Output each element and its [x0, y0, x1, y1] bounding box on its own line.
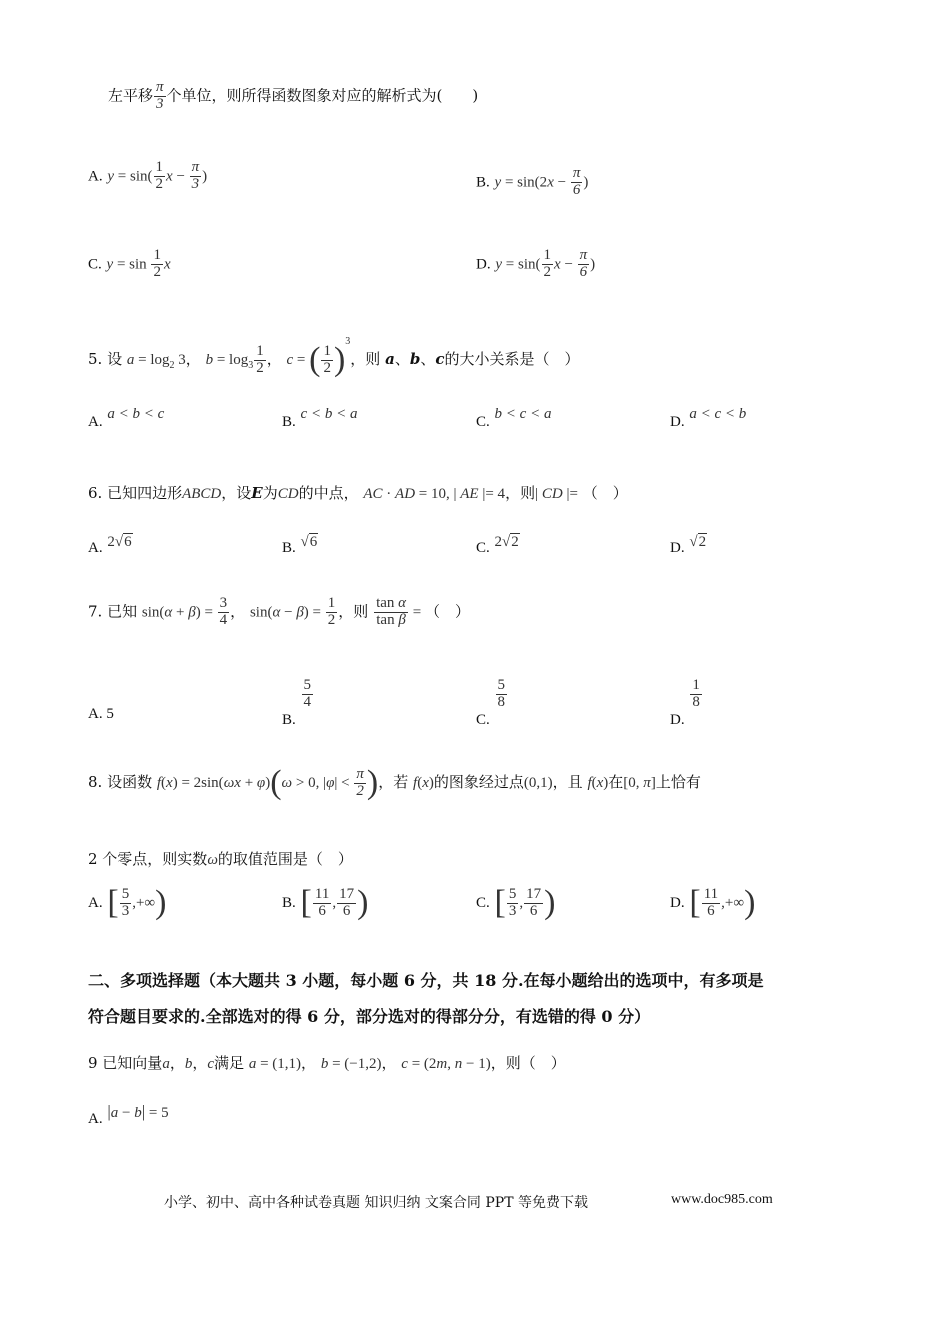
d1: 3: [508, 902, 517, 919]
option-label: B.: [282, 895, 296, 911]
n1: 11: [314, 885, 330, 902]
q9-t6: ，: [381, 1054, 397, 1072]
q7-option-b[interactable]: [282, 677, 314, 729]
q4-option-b[interactable]: B. y = sin(2x − $\frac{\pi}{6}$ ): [476, 165, 589, 198]
var-a: a: [385, 350, 395, 368]
option-label: C.: [88, 256, 102, 273]
bracket-open: [: [300, 884, 312, 921]
footer-text: 小学、初中、高中各种试卷真题 知识归纳 文案合同 PPT 等免费下载: [164, 1195, 588, 1211]
q4-tail: [108, 80, 478, 113]
n1: 11: [703, 885, 719, 902]
num: 1: [692, 677, 700, 693]
q7-option-a[interactable]: [88, 704, 114, 723]
radicand: 2: [511, 534, 519, 550]
q8-option-b[interactable]: B. [ $\frac{11}{6}$ , $\frac{17}{6}$ ): [282, 884, 369, 921]
option-label: A.: [88, 540, 103, 556]
q9-t7: ，则（ ）: [490, 1054, 566, 1072]
q6-option-d[interactable]: D. √2: [670, 534, 707, 556]
q5-end: ，则: [350, 350, 381, 368]
den: 8: [692, 693, 700, 710]
option-label: A. 5: [88, 706, 114, 722]
q9-t4: 满足: [214, 1054, 245, 1072]
q6-option-a[interactable]: A. 2√6: [88, 534, 132, 556]
option-label: C.: [476, 414, 490, 430]
q6-t4: 的中点，: [298, 484, 359, 502]
q7-t1: 7. 已知: [88, 602, 138, 621]
q7-option-c[interactable]: [476, 677, 508, 729]
section-2-heading-line1: 二、多项选择题（本大题共 3 小题，每小题 6 分，共 18 分.在每小题给出的选项中，有多项是: [88, 971, 764, 990]
option-label: D.: [670, 540, 685, 556]
bracket-close: ): [357, 884, 369, 921]
q6-t5: ，则: [505, 484, 536, 502]
coef: 2: [107, 534, 115, 550]
q9-t2: ，: [169, 1054, 185, 1072]
q9-t5: ，: [301, 1054, 317, 1072]
option-label: B.: [476, 174, 490, 191]
bracket-close: ): [744, 884, 756, 921]
q7-t2: ，: [230, 602, 246, 621]
q8-t4: ，且: [552, 773, 583, 791]
q5-tail: 的大小关系是（ ）: [444, 350, 580, 368]
q6-t1: 6. 已知四边形: [88, 484, 183, 502]
q4-suffix: 个单位，则所得函数图象对应的解析式为( ): [166, 86, 479, 105]
dun: 、: [420, 350, 436, 368]
d2: 6: [529, 902, 538, 919]
q6-t2: ，设: [221, 484, 252, 502]
q5-option-b[interactable]: [282, 406, 358, 431]
question-7: 7. 已知 sin(α + β) = $\frac{3}{4}$ ， sin(α − β) = $\frac{1}{2}$ ，则 $\frac{\text{tan α}}{\text{tan β}}$ = （ ）: [88, 595, 470, 628]
sep: ，: [266, 350, 282, 368]
option-label: D.: [670, 712, 685, 729]
frac-den: 3: [156, 95, 164, 112]
d1: 3: [121, 902, 130, 919]
var-c: c: [435, 350, 445, 368]
q8-option-c[interactable]: C. [ $\frac{5}{3}$ , $\frac{17}{6}$ ): [476, 884, 556, 921]
q7-option-d[interactable]: [670, 677, 703, 729]
option-label: A.: [88, 895, 103, 911]
option-label: C.: [476, 895, 490, 911]
q7-t3: ，则: [338, 602, 369, 621]
q6-option-b[interactable]: B. √6: [282, 534, 318, 556]
frac-num: π: [156, 79, 164, 95]
dun: 、: [394, 350, 410, 368]
q5-option-d[interactable]: [670, 406, 747, 431]
q5-option-a[interactable]: [88, 406, 165, 431]
n1: 5: [508, 885, 517, 902]
q8-t5: 在: [608, 773, 624, 791]
q4-option-c[interactable]: C. y = sin $\frac{1}{2}$ x: [88, 247, 171, 280]
q8-t3: 的图象经过点: [433, 773, 524, 791]
d1: 6: [318, 902, 326, 919]
tail: ,+∞: [721, 895, 745, 911]
option-label: D.: [670, 895, 685, 911]
q8-line2a: 2 个零点，则实数: [88, 850, 208, 868]
radicand: 6: [124, 534, 132, 550]
q6-t3: 为: [262, 484, 278, 502]
n2: 17: [526, 885, 542, 902]
q8-t6: 上恰有: [655, 773, 701, 791]
bracket-open: [: [107, 884, 119, 921]
q4-option-d[interactable]: D. y = sin( $\frac{1}{2}$ x − $\frac{\pi}{6}$ ): [476, 247, 596, 280]
q9-option-a[interactable]: A. |a − b| = 5: [88, 1102, 169, 1127]
option-expr: b < c < a: [494, 406, 552, 422]
coef: 2: [494, 534, 503, 550]
option-label: A.: [88, 168, 103, 185]
option-label: A.: [88, 414, 103, 430]
option-expr: a < c < b: [689, 406, 747, 422]
d1: 6: [707, 902, 715, 919]
option-label: C.: [476, 540, 490, 556]
option-label: D.: [670, 414, 685, 430]
option-label: B.: [282, 414, 296, 430]
question-9: 9 已知向量a，b，c满足 a = (1,1)， b = (−1,2)， c = (2m, n − 1)，则（ ）: [88, 1054, 566, 1072]
q5-option-c[interactable]: [476, 406, 552, 431]
d2: 6: [342, 902, 351, 919]
den: 8: [497, 693, 506, 710]
bracket-close: ): [155, 884, 167, 921]
option-label: A.: [88, 1111, 103, 1127]
num: 5: [497, 677, 506, 693]
radicand: 6: [309, 534, 318, 550]
question-6: 6. 已知四边形ABCD，设E为CD的中点， AC · AD = 10, | AE |= 4，则| CD |= （ ）: [88, 484, 628, 502]
bracket-close: ): [544, 884, 556, 921]
q8-option-a[interactable]: [88, 884, 166, 922]
bracket-open: [: [494, 884, 506, 921]
q8-line2b: 的取值范围是（ ）: [217, 850, 353, 868]
q7-t4: （ ）: [424, 602, 470, 621]
q4-prefix: 左平移: [108, 86, 154, 105]
n2: 17: [339, 885, 355, 902]
option-label: B.: [282, 540, 296, 556]
option-label: D.: [476, 256, 491, 273]
n1: 5: [121, 885, 130, 902]
question-5: 5. 设 $a = \log_2 3$， $b = \log_3$ $\frac{1}{2}$ ， c = ( $\frac{1}{2}$ )$^3$，则 a、b、c的大小关系是（ ）: [88, 336, 580, 378]
option-label: B.: [282, 712, 296, 729]
q8-t2: ，若: [378, 773, 409, 791]
tail: ,+∞: [132, 895, 156, 911]
q8-t1: 8. 设函数: [88, 773, 153, 791]
radicand: 2: [698, 534, 707, 550]
var-b: b: [409, 350, 421, 368]
den: 4: [303, 693, 312, 710]
option-expr: c < b < a: [300, 406, 358, 422]
q6-t6: （ ）: [582, 484, 628, 502]
q9-t3: ，: [192, 1054, 208, 1072]
num: 5: [303, 677, 312, 693]
option-expr: a < b < c: [107, 406, 165, 422]
footer-link[interactable]: www.doc985.com: [671, 1192, 773, 1207]
q4-option-a[interactable]: A. y = sin( $\frac{1}{2}$ x − $\frac{\pi}{3}$ ): [88, 159, 208, 192]
var-e: E: [251, 484, 263, 502]
question-8-line2: 2 个零点，则实数ω的取值范围是（ ）: [88, 850, 353, 868]
q6-option-c[interactable]: C. 2√2: [476, 534, 519, 556]
bracket-open: [: [689, 884, 701, 921]
option-label: C.: [476, 712, 490, 729]
q9-t1: 9 已知向量: [88, 1054, 163, 1072]
pi-over-3: [154, 80, 166, 113]
section-2-heading-line2: 符合题目要求的.全部选对的得 6 分，部分选对的得部分分，有选错的得 0 分）: [88, 1007, 651, 1026]
question-8-line1: 8. 设函数 f(x) = 2sin(ωx + φ)(ω > 0, |φ| < $\frac{\pi}{2}$ )，若 f(x)的图象经过点(0,1)，且 f(x)在[0, π]上恰有: [88, 764, 701, 801]
q5-num: 5. 设: [88, 350, 123, 368]
sep: ，: [185, 350, 201, 368]
q8-option-d[interactable]: [670, 884, 755, 922]
